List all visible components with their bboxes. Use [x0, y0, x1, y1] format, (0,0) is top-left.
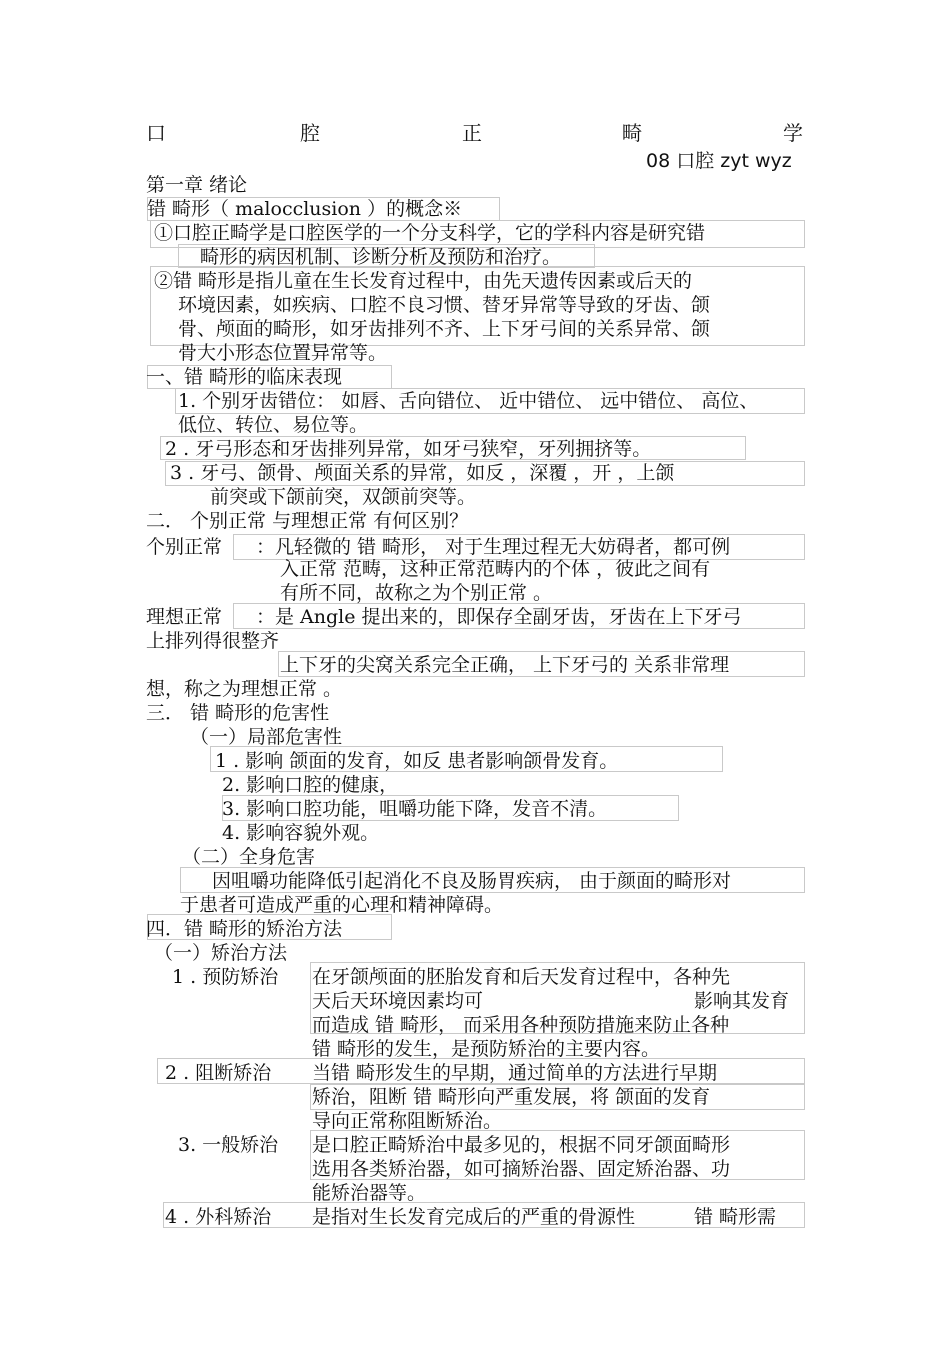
- text-line: 入正常 范畴，这种正常范畴内的个体 ，彼此之间有: [280, 558, 711, 580]
- title-char: 正: [462, 121, 482, 145]
- text-line: 错 畸形的发生，是预防矫治的主要内容。: [312, 1038, 661, 1060]
- list-item: 3 . 牙弓、颌骨、颅面关系的异常，如反 ，深覆 ，开 ，上颌: [170, 462, 675, 484]
- title-char: 腔: [300, 121, 320, 145]
- text-line: 骨、颅面的畸形，如牙齿排列不齐、上下牙弓间的关系异常、颌: [178, 318, 711, 340]
- list-item: 4. 影响容貌外观。: [222, 822, 380, 844]
- text-line: 畸形的病因机制、诊断分析及预防和治疗。: [200, 246, 562, 268]
- subsection-heading: （一）局部危害性: [190, 726, 343, 748]
- text-line: 环境因素，如疾病、口腔不良习惯、替牙异常等导致的牙齿、颌: [178, 294, 711, 316]
- text-line: 而造成 错 畸形， 而采用各种预防措施来防止各种: [312, 1014, 730, 1036]
- title-char: 学: [783, 121, 803, 145]
- term-label: 4 . 外科矫治: [165, 1206, 272, 1228]
- title-char: 畸: [622, 121, 642, 145]
- list-item: 3. 影响口腔功能，咀嚼功能下降，发音不清。: [222, 798, 608, 820]
- section-heading: 三． 错 畸形的危害性: [146, 702, 330, 724]
- list-item: 2 . 牙弓形态和牙齿排列异常，如牙弓狭窄，牙列拥挤等。: [165, 438, 652, 460]
- section-heading: 错 畸形（ malocclusion ）的概念※: [147, 198, 463, 220]
- list-item: 1. 个别牙齿错位： 如唇、舌向错位、 近中错位、 远中错位、 高位、: [178, 390, 759, 412]
- text-line: 错 畸形需: [694, 1206, 777, 1228]
- term-label: 理想正常: [146, 606, 223, 628]
- text-line: 前突或下颌前突，双颌前突等。: [210, 486, 477, 508]
- section-heading: 二． 个别正常 与理想正常 有何区别？: [146, 510, 469, 532]
- text-line: 低位、转位、易位等。: [178, 414, 369, 436]
- subsection-heading: （一）矫治方法: [154, 942, 288, 964]
- text-line: 能矫治器等。: [312, 1182, 427, 1204]
- text-line: 上下牙的尖窝关系完全正确， 上下牙弓的 关系非常理: [280, 654, 730, 676]
- term-label: 3. 一般矫治: [178, 1134, 279, 1156]
- text-line: 有所不同，故称之为个别正常 。: [280, 582, 553, 604]
- text-line: 天后天环境因素均可: [312, 990, 484, 1012]
- text-line: ②错 畸形是指儿童在生长发育过程中，由先天遗传因素或后天的: [154, 270, 693, 292]
- text-line: 是口腔正畸矫治中最多见的，根据不同牙颌面畸形: [312, 1134, 731, 1156]
- section-heading: 一、错 畸形的临床表现: [146, 366, 343, 388]
- text-line: 影响其发育: [694, 990, 790, 1012]
- list-item: 1 . 影响 颌面的发育，如反 患者影响颌骨发育。: [215, 750, 619, 772]
- chapter-heading: 第一章 绪论: [146, 174, 248, 196]
- term-label: 个别正常: [146, 536, 223, 558]
- text-line: 矫治，阻断 错 畸形向严重发展，将 颌面的发育: [312, 1086, 711, 1108]
- text-line: 在牙颌颅面的胚胎发育和后天发育过程中，各种先: [312, 966, 731, 988]
- text-line: 当错 畸形发生的早期，通过简单的方法进行早期: [312, 1062, 718, 1084]
- text-line: 因咀嚼功能降低引起消化不良及肠胃疾病， 由于颜面的畸形对: [212, 870, 732, 892]
- text-line: ：是 Angle 提出来的，即保存全副牙齿，牙齿在上下牙弓: [256, 606, 742, 628]
- subsection-heading: （二）全身危害: [182, 846, 316, 868]
- text-line: ：凡轻微的 错 畸形， 对于生理过程无大妨碍者，都可例: [256, 536, 731, 558]
- author-line: 08 口腔 zyt wyz: [646, 150, 792, 172]
- section-heading: 四．错 畸形的矫治方法: [146, 918, 343, 940]
- text-line: 选用各类矫治器，如可摘矫治器、固定矫治器、功: [312, 1158, 731, 1180]
- text-line: ①口腔正畸学是口腔医学的一个分支科学，它的学科内容是研究错: [154, 222, 706, 244]
- text-line: 于患者可造成严重的心理和精神障碍。: [180, 894, 504, 916]
- text-line: 上排列得很整齐: [146, 630, 280, 652]
- text-line: 导向正常称阻断矫治。: [312, 1110, 503, 1132]
- title-char: 口: [146, 121, 166, 145]
- text-line: 是指对生长发育完成后的严重的骨源性: [312, 1206, 636, 1228]
- text-line: 想，称之为理想正常 。: [146, 678, 343, 700]
- term-label: 2 . 阻断矫治: [165, 1062, 272, 1084]
- list-item: 2. 影响口腔的健康，: [222, 774, 399, 796]
- text-line: 骨大小形态位置异常等。: [178, 342, 388, 364]
- term-label: 1 . 预防矫治: [172, 966, 279, 988]
